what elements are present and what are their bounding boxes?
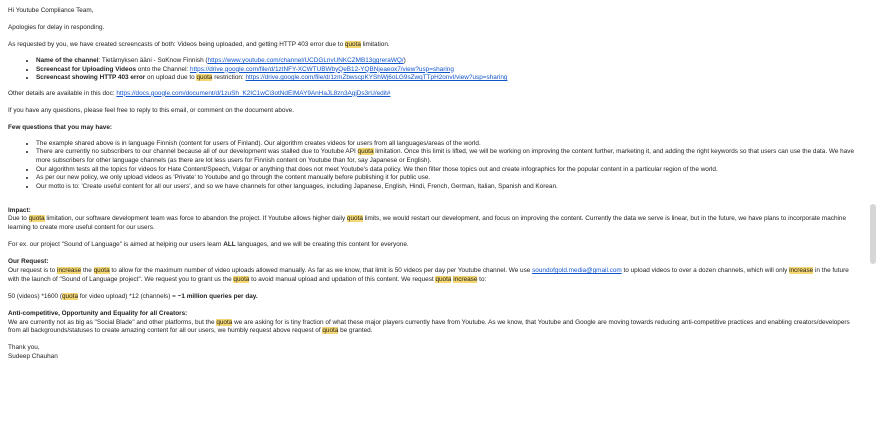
email-link[interactable]: soundofgold.media@gmail.com <box>532 267 622 275</box>
impact-paragraph: Due to quota limitation, our software development team was force to abandon the project. If Youtube allows higher daily quota limits, we would restart our development, and focus on improving the content. Currently the data we serve is linear, but in the future, we have plans to incorporate machine learning to create more useful content for our users. <box>8 215 847 232</box>
apology: Apologies for delay in responding. <box>8 24 105 32</box>
highlight-quota: quota <box>344 41 361 49</box>
highlight-quota: quota <box>62 292 78 300</box>
anti-paragraph: We are currently not as big as "Social Blade" and other platforms, but the quota we are asking for is tiny fraction of what these major players currently have from Youtube. As we know, that Youtube and Google are moving towards reducing anti-competitive practices and enabling creators/developers from all backgrounds/statuses to create amazing content for all our users, we humbly request above request of quota be granted. <box>8 318 850 335</box>
request-paragraph: Our request is to increase the quota to allow for the maximum number of video uploads allowed manually. As far as we know, that limit is 50 videos per day per Youtube channel. We use soundofgold.media@gmail.com to upload videos to over a dozen channels, which will only increase in the future with the launch of "Sound of Language project". We request you to grant us the quota to avoid manual upload and updation of this content. We request quota increase to: <box>8 267 849 283</box>
questions-note: If you have any questions, please feel free to reply to this email, or comment on the document above. <box>8 106 294 114</box>
highlight-increase: increase <box>789 267 814 275</box>
greeting: Hi Youtube Compliance Team, <box>8 7 94 14</box>
highlight-quota: quota <box>322 327 339 335</box>
faq-item: • Our motto is to: 'Create useful content for all our users', and so we have channels for other languages, including Japanese, English, Hindi, French, German, Italian, Spanish and Korean. <box>36 183 860 192</box>
anti-heading: Anti-competitive, Opportunity and Equality for all Creators: <box>8 310 188 317</box>
details-list <box>8 57 860 83</box>
impact-heading: Impact: <box>8 206 31 214</box>
request-heading: Our Request: <box>8 258 49 266</box>
highlight-quota: quota <box>93 267 110 275</box>
detail-error-screencast: • Screencast showing HTTP 403 error on upload due to quota restriction: https://drive.google.com/file/d/1zmZbwscpKYShWj6oLG9sZwqTTpH2onvI/view?usp=sharing <box>36 74 860 83</box>
faq-heading: Few questions that you may have: <box>8 124 113 132</box>
highlight-quota: quota <box>346 215 363 223</box>
intro-paragraph: As requested by you, we have created screencasts of both: Videos being uploaded, and getting HTTP 403 error due to quota limitation. <box>8 41 390 49</box>
project-paragraph: For ex. our project "Sound of Language" is aimed at helping our users learn ALL languages, and we will be creating this content for everyone. <box>8 241 409 249</box>
detail-channel-name: • Name of the channel: Tietämyksen ääni - SoKnow Finnish (https://www.youtube.com/channel/UCDGLnvUNKCZMB13ggreraWQ/) <box>36 57 860 66</box>
highlight-quota: quota <box>216 318 233 326</box>
scrollbar-thumb[interactable] <box>870 204 876 264</box>
highlight-quota: quota <box>357 148 374 156</box>
highlight-quota: quota <box>28 215 45 223</box>
error-screencast-link[interactable]: https://drive.google.com/file/d/1zmZbwscpKYShWj6oLG9sZwqTTpH2onvI/view?usp=sharing <box>245 74 508 82</box>
email-body <box>8 0 860 362</box>
doc-link[interactable]: https://docs.google.com/document/d/1zuSh_K2IC1wCi3otNdEIMAY9AnHaJL8zn3AgjDs3rU/edit# <box>116 89 391 97</box>
signature: Sudeep Chauhan <box>8 352 58 360</box>
doc-paragraph: Other details are available in this doc: https://docs.google.com/document/d/1zuSh_K2IC1wCi3otNdEIMAY9AnHaJL8zn3AgjDs3rU/edit# <box>8 89 391 97</box>
detail-upload-screencast: • Screencast for Uploading Videos onto the Channel: https://drive.google.com/file/d/1ztNFY-XCWTUBWbyQeB12-YQBNjeaeox7/view?usp=sharing <box>36 66 860 75</box>
calculation: 50 (videos) *1600 (quota for video upload) *12 (channels) = ~1 million queries per day. <box>8 292 258 300</box>
highlight-quota: quota <box>196 74 213 82</box>
highlight-quota: quota <box>435 275 452 283</box>
upload-screencast-link[interactable]: https://drive.google.com/file/d/1ztNFY-XCWTUBWbyQeB12-YQBNjeaeox7/view?usp=sharing <box>190 65 454 73</box>
faq-item: • There are currently no subscribers to our channel because all of our development was stalled due to Youtube API quota limitation. Once this limit is lifted, we will be working on improving the content further, marketing it, and adding the right keywords so that users can use the data. We have more subscribers for other language channels (as there are lot less users for Finnish content on Youtube than for, say Japanese or English). <box>36 148 860 165</box>
highlight-increase: increase <box>57 267 82 275</box>
faq-item: • As per our new policy, we only upload videos as 'Private' to Youtube and go through the content manually before publishing it for public use. <box>36 174 860 183</box>
faq-item: • The example shared above is in language Finnish (content for users of Finland). Our algorithm creates videos for users from all languages/areas of the world. <box>36 140 860 149</box>
signoff: Thank you, <box>8 344 40 352</box>
faq-list <box>8 140 860 192</box>
channel-link[interactable]: https://www.youtube.com/channel/UCDGLnvUNKCZMB13ggreraWQ/ <box>207 56 404 64</box>
highlight-increase: increase <box>453 275 478 283</box>
faq-item: • Our algorithm tests all the topics for videos for Hate Content/Speech, Vulgar or anything that does not meet Youtube's data policy. We then filter those topics out and create infographics for the popular content in a particular region of the world. <box>36 166 860 175</box>
highlight-quota: quota <box>233 275 250 283</box>
